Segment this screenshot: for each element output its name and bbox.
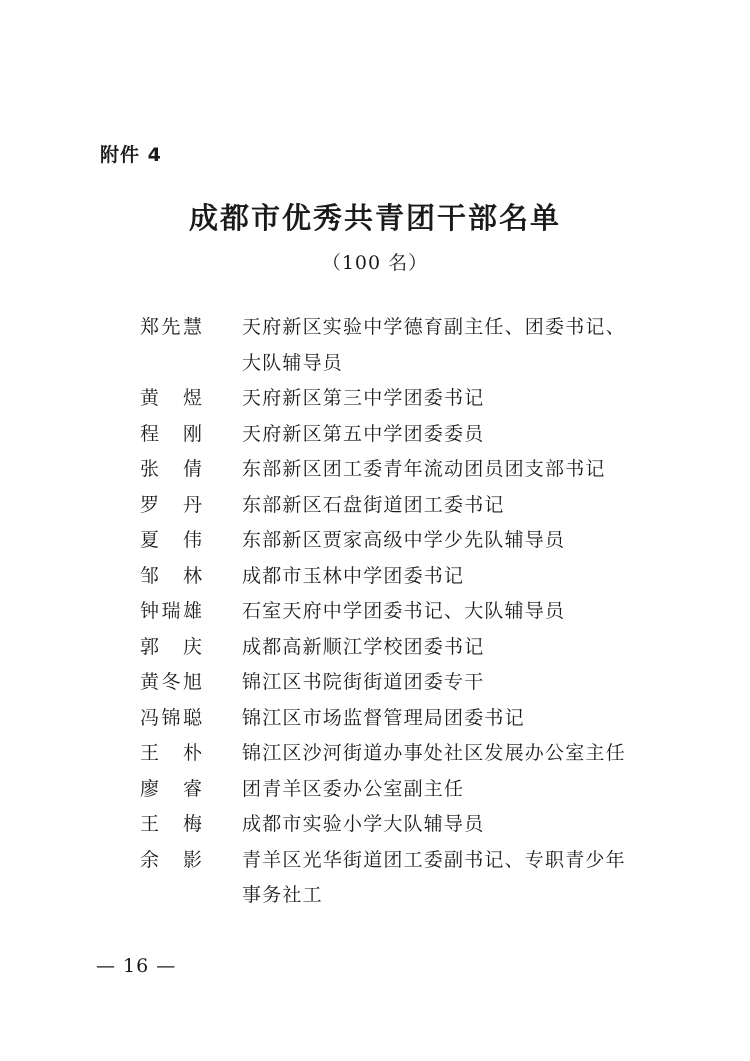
person-role: 锦江区市场监督管理局团委书记 bbox=[242, 706, 525, 729]
person-role: 石室天府中学团委书记、大队辅导员 bbox=[242, 600, 566, 622]
person-name: 王朴 bbox=[140, 742, 202, 764]
list-item bbox=[140, 843, 660, 914]
person-name: 冯锦聪 bbox=[140, 706, 202, 729]
person-role: 成都高新顺江学校团委书记 bbox=[242, 635, 485, 658]
list-item bbox=[140, 381, 660, 417]
list-item bbox=[140, 559, 660, 595]
list-item bbox=[140, 665, 660, 701]
page-number: — 16 — bbox=[96, 955, 177, 977]
person-name: 郭庆 bbox=[140, 635, 202, 658]
list-item bbox=[140, 807, 660, 843]
person-role: 锦江区沙河街道办事处社区发展办公室主任 bbox=[242, 742, 626, 764]
attachment-label: 附件 4 bbox=[100, 144, 162, 166]
list-item bbox=[140, 488, 660, 524]
list-item bbox=[140, 701, 660, 737]
person-role: 团青羊区委办公室副主任 bbox=[242, 777, 465, 800]
person-name: 余影 bbox=[140, 848, 202, 871]
list-item bbox=[140, 630, 660, 666]
list-item bbox=[140, 452, 660, 488]
person-role: 天府新区第五中学团委委员 bbox=[242, 422, 485, 445]
document-title: 成都市优秀共青团干部名单 bbox=[188, 201, 561, 235]
person-name: 王梅 bbox=[140, 813, 202, 835]
person-name: 程刚 bbox=[140, 422, 202, 445]
person-name: 黄煜 bbox=[140, 387, 202, 409]
list-item bbox=[140, 736, 660, 772]
list-item bbox=[140, 417, 660, 453]
roster-list bbox=[140, 310, 660, 914]
person-name: 邹林 bbox=[140, 564, 202, 587]
person-name: 张倩 bbox=[140, 458, 202, 480]
person-role: 东部新区团工委青年流动团员团支部书记 bbox=[242, 458, 606, 480]
person-name: 钟瑞雄 bbox=[140, 600, 202, 622]
person-name: 黄冬旭 bbox=[140, 671, 202, 693]
person-role: 东部新区石盘街道团工委书记 bbox=[242, 493, 505, 516]
list-item bbox=[140, 772, 660, 808]
person-name: 郑先慧 bbox=[140, 316, 202, 338]
list-item bbox=[140, 310, 660, 381]
person-role: 天府新区第三中学团委书记 bbox=[242, 387, 485, 409]
person-name: 廖睿 bbox=[140, 777, 202, 800]
person-role: 东部新区贾家高级中学少先队辅导员 bbox=[242, 529, 566, 551]
person-role: 天府新区实验中学德育副主任、团委书记、大队辅导员 bbox=[242, 316, 626, 374]
person-role: 成都市玉林中学团委书记 bbox=[242, 564, 465, 587]
person-name: 罗丹 bbox=[140, 493, 202, 516]
document-subtitle: （100 名） bbox=[321, 252, 429, 274]
person-name: 夏伟 bbox=[140, 529, 202, 551]
person-role: 青羊区光华街道团工委副书记、专职青少年事务社工 bbox=[242, 848, 626, 906]
list-item bbox=[140, 523, 660, 559]
person-role: 成都市实验小学大队辅导员 bbox=[242, 813, 485, 835]
list-item bbox=[140, 594, 660, 630]
person-role: 锦江区书院街街道团委专干 bbox=[242, 671, 485, 693]
